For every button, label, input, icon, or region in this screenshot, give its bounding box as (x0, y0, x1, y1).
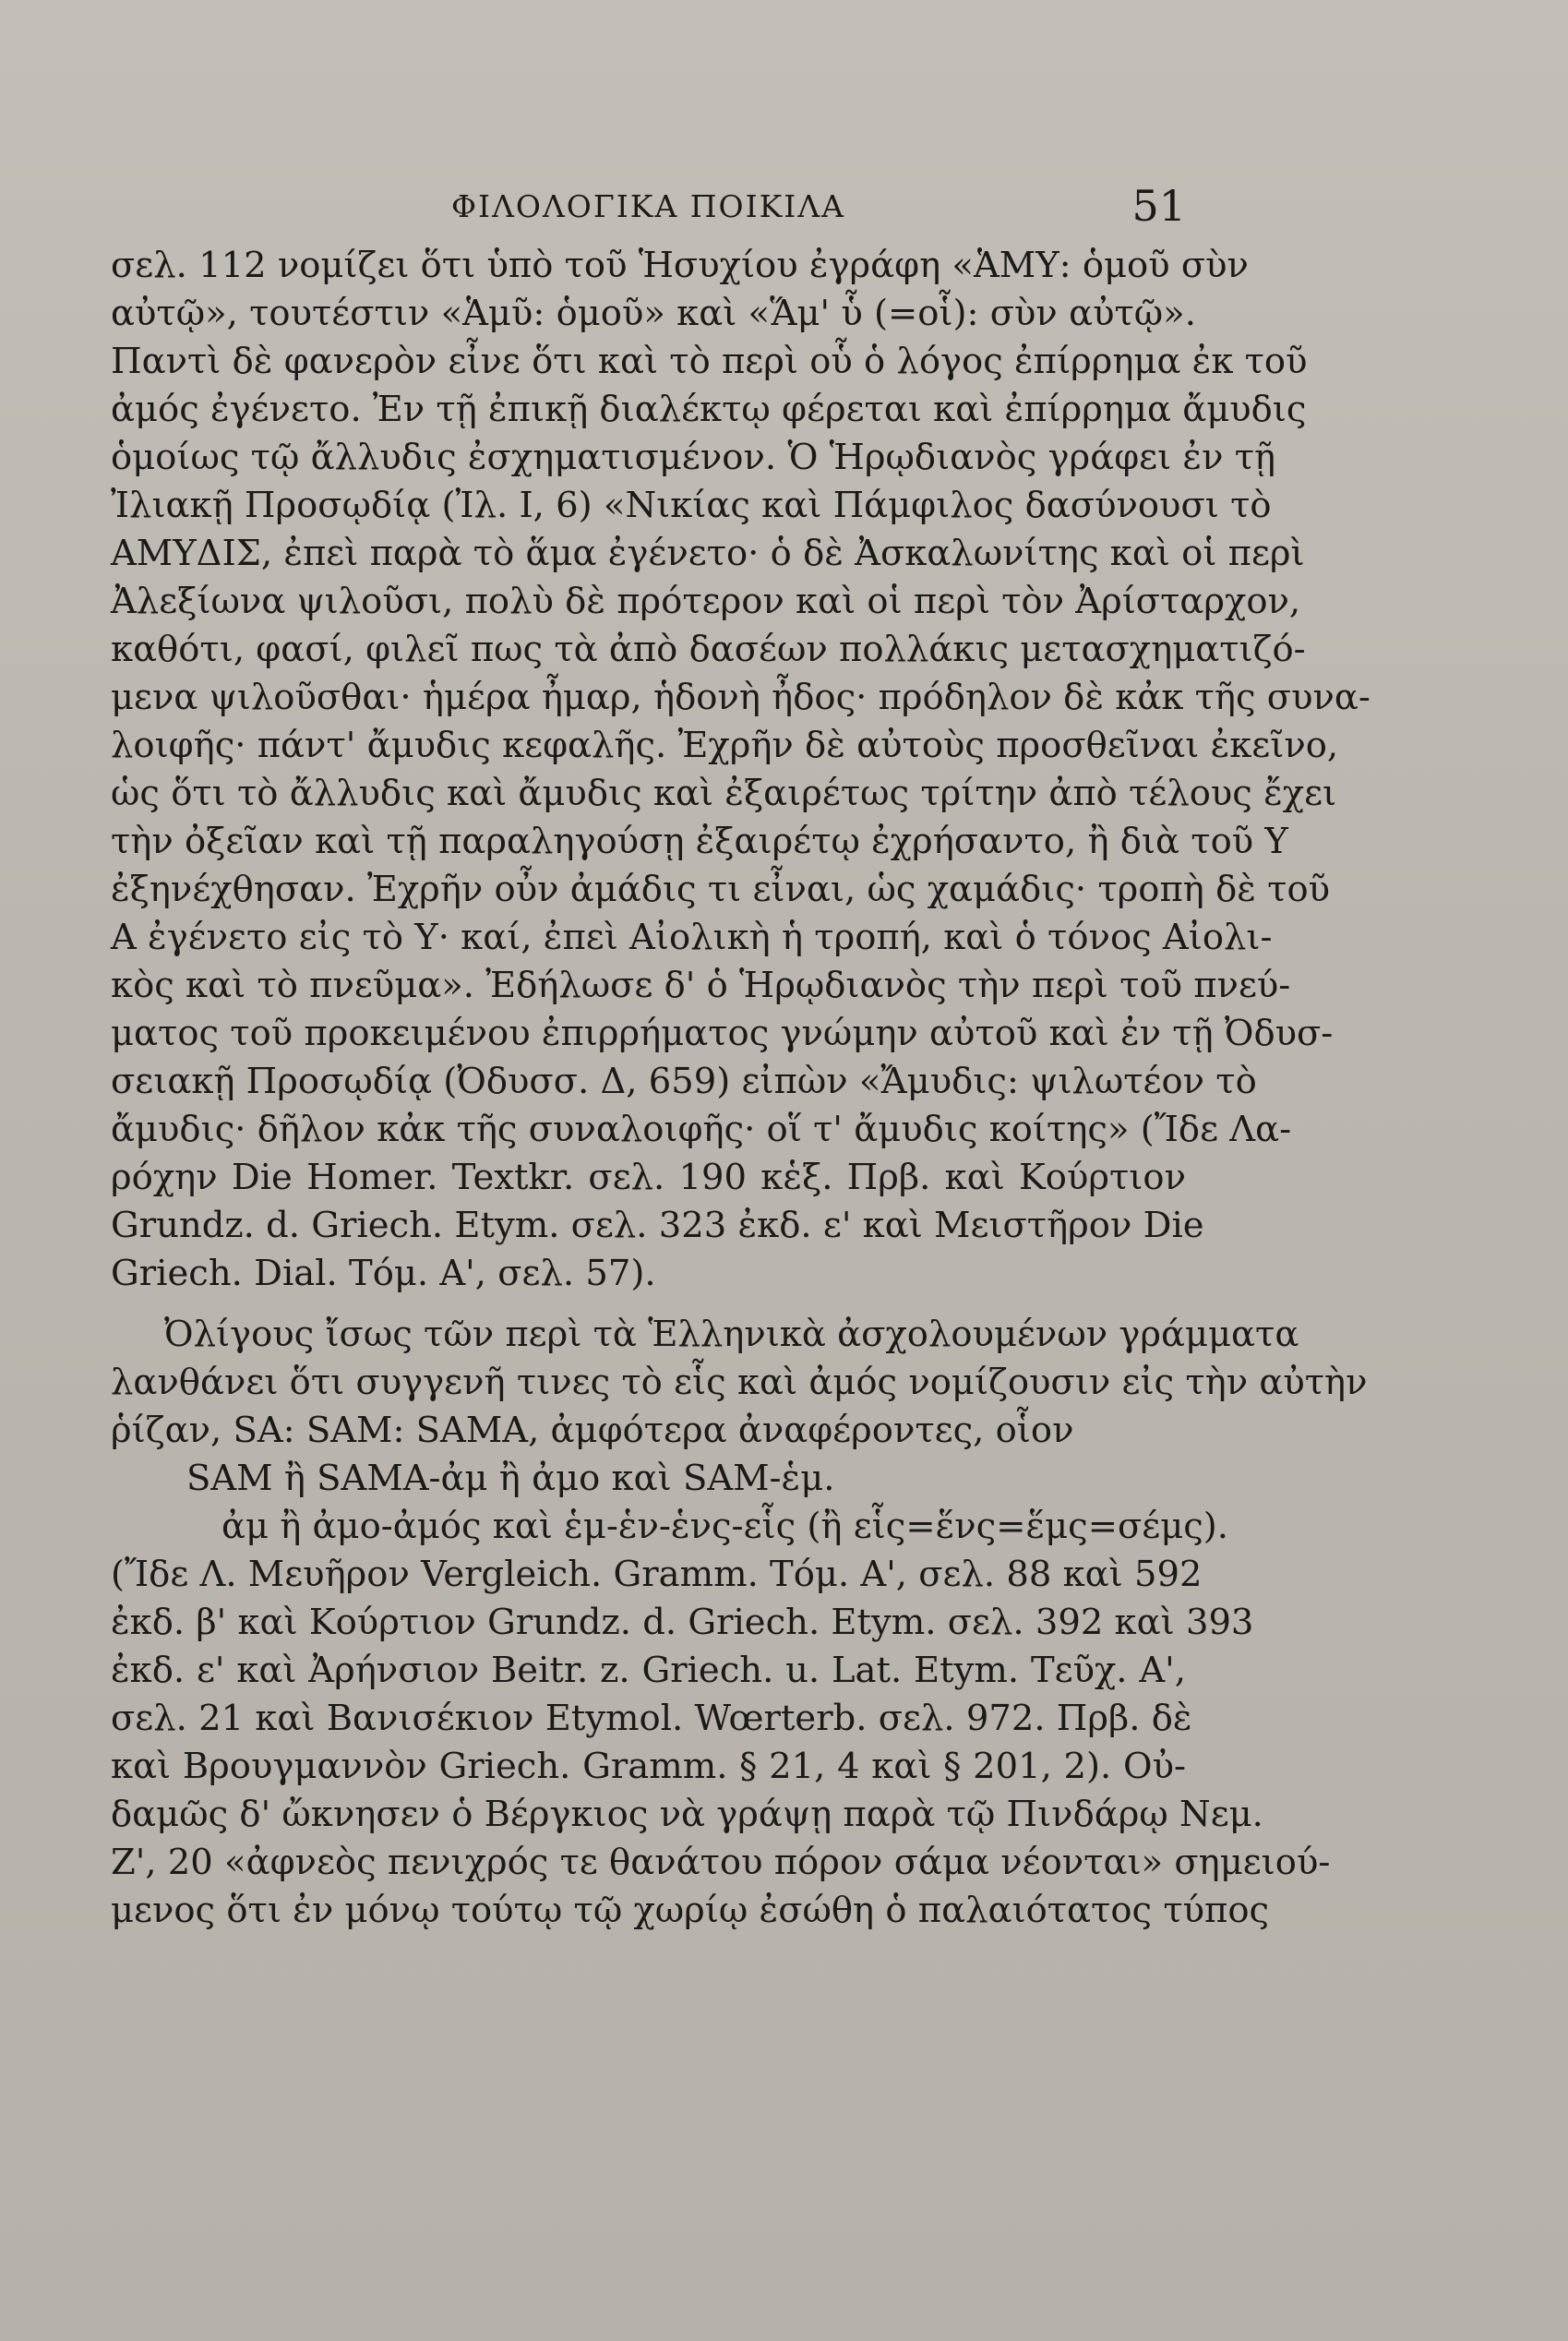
text-line: Ὀλίγους ἴσως τῶν περὶ τὰ Ἑλληνικὰ ἀσχολουμένων γράμματα (164, 1314, 1299, 1355)
text-line: τὴν ὀξεῖαν καὶ τῇ παραληγούσῃ ἐξαιρέτῳ ἐχρήσαντο, ἢ διὰ τοῦ Υ (111, 821, 1288, 862)
running-title: ΦΙΛΟΛΟΓΙΚΑ ΠΟΙΚΙΛΑ (451, 188, 845, 224)
text-line: ἄμυδις· δῆλον κἀκ τῆς συναλοιφῆς· οἵ τ' ἄμυδις κοίτης» (Ἴδε Λα- (111, 1109, 1292, 1150)
text-line: σελ. 21 καὶ Βανισέκιον Etymol. Wœrterb. σελ. 972. Πρβ. δὲ (111, 1698, 1192, 1739)
body-text (111, 242, 1371, 1935)
text-line: δαμῶς δ' ὤκνησεν ὁ Βέργκιος νὰ γράψῃ παρὰ τῷ Πινδάρῳ Νεμ. (111, 1794, 1263, 1835)
text-line: Παντὶ δὲ φανερὸν εἶνε ὅτι καὶ τὸ περὶ οὗ ὁ λόγος ἐπίρρημα ἐκ τοῦ (111, 341, 1308, 382)
page-header (111, 181, 1186, 236)
text-line: ἐκδ. ε' καὶ Ἀρήνσιον Beitr. z. Griech. u. Lat. Etym. Τεῦχ. Α', (111, 1650, 1186, 1691)
text-line: λοιφῆς· πάντ' ἄμυδις κεφαλῆς. Ἐχρῆν δὲ αὐτοὺς προσθεῖναι ἐκεῖνο, (111, 725, 1339, 766)
text-line: λανθάνει ὅτι συγγενῆ τινες τὸ εἷς καὶ ἀμός νομίζουσιν εἰς τὴν αὐτὴν (111, 1362, 1368, 1403)
text-line: Ἀλεξίωνα ψιλοῦσι, πολὺ δὲ πρότερον καὶ οἱ περὶ τὸν Ἀρίσταρχον, (111, 581, 1301, 622)
text-line: μενα ψιλοῦσθαι· ἡμέρα ἦμαρ, ἡδονὴ ἦδος· πρόδηλον δὲ κἀκ τῆς συνα- (111, 677, 1371, 718)
text-line: καὶ Βρουγμαννὸν Griech. Gramm. § 21, 4 καὶ § 201, 2). Οὐ- (111, 1746, 1186, 1787)
text-line: ΑΜΥΔΙΣ, ἐπεὶ παρὰ τὸ ἅμα ἐγένετο· ὁ δὲ Ἀσκαλωνίτης καὶ οἱ περὶ (111, 533, 1305, 574)
text-line: αὐτῷ», τουτέστιν «Ἁμῦ: ὁμοῦ» καὶ «Ἅμ' ὗ (=οἷ): σὺν αὐτῷ». (111, 293, 1196, 334)
text-line: Ἰλιακῇ Προσῳδίᾳ (Ἰλ. Ι, 6) «Νικίας καὶ Πάμφιλος δασύνουσι τὸ (111, 485, 1272, 526)
text-line: Grundz. d. Griech. Etym. σελ. 323 ἐκδ. ε' καὶ Μειστῆρον Die (111, 1205, 1204, 1246)
text-line: ὁμοίως τῷ ἄλλυδις ἐσχηματισμένον. Ὁ Ἡρῳδιανὸς γράφει ἐν τῇ (111, 437, 1276, 478)
text-line: σελ. 112 νομίζει ὅτι ὑπὸ τοῦ Ἡσυχίου ἐγράφη «ἉΜΥ: ὁμοῦ σὺν (111, 245, 1249, 286)
page-number: 51 (1131, 181, 1186, 231)
text-line: ἐκδ. β' καὶ Κούρτιον Grundz. d. Griech. Etym. σελ. 392 καὶ 393 (111, 1602, 1254, 1643)
text-line: ματος τοῦ προκειμένου ἐπιρρήματος γνώμην αὐτοῦ καὶ ἐν τῇ Ὀδυσ- (111, 1013, 1334, 1054)
text-line: καθότι, φασί, φιλεῖ πως τὰ ἀπὸ δασέων πολλάκις μετασχηματιζό- (111, 629, 1306, 670)
text-line: ῥίζαν, SA: SAM: SAMA, ἀμφότερα ἀναφέροντες, οἷον (111, 1410, 1074, 1451)
text-line: ἀμός ἐγένετο. Ἐν τῇ ἐπικῇ διαλέκτῳ φέρεται καὶ ἐπίρρημα ἄμυδις (111, 389, 1307, 430)
paragraph-gap (111, 1298, 1186, 1311)
text-line: Griech. Dial. Τόμ. Α', σελ. 57). (111, 1253, 656, 1294)
text-line: ρόχην Die Homer. Textkr. σελ. 190 κἑξ. Πρβ. καὶ Κούρτιον (111, 1157, 1186, 1198)
formula-line: ἀμ ἢ ἀμο-ἀμός καὶ ἑμ-ἑν-ἑνς-εἷς (ἢ εἷς=ἕνς=ἕμς=σέμς). (221, 1506, 1229, 1547)
text-line: (Ἴδε Λ. Μευῆρον Vergleich. Gramm. Τόμ. Α', σελ. 88 καὶ 592 (111, 1554, 1203, 1595)
text-line: ὡς ὅτι τὸ ἄλλυδις καὶ ἄμυδις καὶ ἐξαιρέτως τρίτην ἀπὸ τέλους ἔχει (111, 773, 1337, 814)
text-line: Ζ', 20 «ἀφνεὸς πενιχρός τε θανάτου πόρον σάμα νέονται» σημειού- (111, 1842, 1331, 1883)
text-line: Α ἐγένετο εἰς τὸ Υ· καί, ἐπεὶ Αἰολικὴ ἡ τροπή, καὶ ὁ τόνος Αἰολι- (111, 917, 1273, 958)
text-line: σειακῇ Προσῳδίᾳ (Ὀδυσσ. Δ, 659) εἰπὼν «Ἄμυδις: ψιλωτέον τὸ (111, 1061, 1257, 1102)
text-line: μενος ὅτι ἐν μόνῳ τούτῳ τῷ χωρίῳ ἐσώθη ὁ παλαιότατος τύπος (111, 1890, 1270, 1931)
formula-line: SAM ἢ SAMA-ἀμ ἢ ἀμο καὶ SAM-ἑμ. (186, 1458, 835, 1499)
text-line: ἐξηνέχθησαν. Ἐχρῆν οὖν ἀμάδις τι εἶναι, ὡς χαμάδις· τροπὴ δὲ τοῦ (111, 869, 1331, 910)
text-line: κὸς καὶ τὸ πνεῦμα». Ἐδήλωσε δ' ὁ Ἡρῳδιανὸς τὴν περὶ τοῦ πνεύ- (111, 965, 1291, 1006)
